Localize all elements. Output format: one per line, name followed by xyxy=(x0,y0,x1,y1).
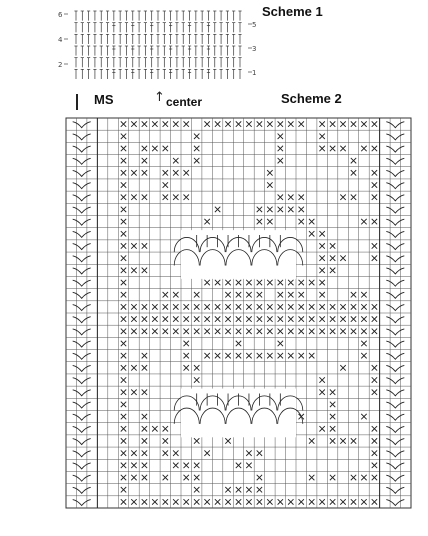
ms-label: MS xyxy=(94,92,114,107)
center-label: center xyxy=(166,95,203,109)
chain-loop-icon xyxy=(386,231,404,237)
chain-loop-icon xyxy=(73,122,91,128)
chain-loop-icon xyxy=(386,487,404,493)
chain-loop-icon xyxy=(386,170,404,176)
chain-loop-icon xyxy=(73,244,91,250)
chain-loop-icon xyxy=(386,292,404,298)
scheme-2-grid xyxy=(66,118,411,508)
chain-loop-icon xyxy=(73,390,91,396)
chain-loop-icon xyxy=(386,475,404,481)
chain-loop-icon xyxy=(73,365,91,371)
chain-loop-icon xyxy=(386,414,404,420)
chain-loop-icon xyxy=(73,158,91,164)
chain-loop-icon xyxy=(73,487,91,493)
chain-loop-icon xyxy=(73,463,91,469)
chain-loop-icon xyxy=(386,256,404,262)
scheme-1-row-number: 6 xyxy=(58,11,63,19)
scheme-1-row-number: 1 xyxy=(252,69,257,77)
chain-loop-icon xyxy=(73,439,91,445)
chain-loop-icon xyxy=(73,268,91,274)
chain-loop-icon xyxy=(386,305,404,311)
chain-loop-icon xyxy=(386,451,404,457)
chain-loop-icon xyxy=(386,195,404,201)
chain-loop-icon xyxy=(73,292,91,298)
scheme-1-row-number: 4 xyxy=(58,36,63,44)
chain-loop-icon xyxy=(386,378,404,384)
scheme-1-row-number: 3 xyxy=(252,45,257,53)
chain-loop-icon xyxy=(386,426,404,432)
chain-loop-icon xyxy=(386,500,404,506)
center-arrow-icon: ↑ xyxy=(154,90,165,105)
chain-loop-icon xyxy=(73,134,91,140)
chain-loop-icon xyxy=(73,170,91,176)
chain-loop-icon xyxy=(73,317,91,323)
chain-loop-icon xyxy=(386,207,404,213)
chain-loop-icon xyxy=(73,500,91,506)
chain-loop-icon xyxy=(73,451,91,457)
scheme-1-row-number: 2 xyxy=(58,61,63,69)
chain-loop-icon xyxy=(386,365,404,371)
shell-motif xyxy=(174,389,303,438)
chain-loop-icon xyxy=(73,378,91,384)
chain-loop-icon xyxy=(386,280,404,286)
chain-loop-icon xyxy=(73,402,91,408)
chain-loop-icon xyxy=(73,305,91,311)
chain-loop-icon xyxy=(386,146,404,152)
edge-symbols xyxy=(73,122,405,506)
scheme-1-title: Scheme 1 xyxy=(262,4,323,19)
chain-loop-icon xyxy=(386,463,404,469)
chain-loop-icon xyxy=(73,353,91,359)
chain-loop-icon xyxy=(73,280,91,286)
chain-loop-icon xyxy=(73,219,91,225)
chain-loop-icon xyxy=(386,244,404,250)
chain-loop-icon xyxy=(386,122,404,128)
chain-loop-icon xyxy=(386,134,404,140)
chain-loop-icon xyxy=(386,341,404,347)
scheme-2-title: Scheme 2 xyxy=(281,91,342,106)
chain-loop-icon xyxy=(386,402,404,408)
chain-loop-icon xyxy=(73,426,91,432)
chain-loop-icon xyxy=(386,353,404,359)
shell-motif xyxy=(174,230,303,279)
chain-loop-icon xyxy=(73,183,91,189)
chain-loop-icon xyxy=(73,195,91,201)
chain-loop-icon xyxy=(73,231,91,237)
chain-loop-icon xyxy=(73,146,91,152)
chain-loop-icon xyxy=(73,329,91,335)
chain-loop-icon xyxy=(386,268,404,274)
chain-loop-icon xyxy=(386,439,404,445)
chain-loop-icon xyxy=(73,475,91,481)
chain-loop-icon xyxy=(386,329,404,335)
chain-loop-icon xyxy=(386,158,404,164)
chain-loop-icon xyxy=(73,256,91,262)
chain-loop-icon xyxy=(386,317,404,323)
chain-loop-icon xyxy=(386,183,404,189)
scheme-1-row-number: 5 xyxy=(252,21,257,29)
chain-loop-icon xyxy=(73,414,91,420)
chain-loop-icon xyxy=(386,219,404,225)
chain-loop-icon xyxy=(73,207,91,213)
chain-loop-icon xyxy=(73,341,91,347)
chain-loop-icon xyxy=(386,390,404,396)
